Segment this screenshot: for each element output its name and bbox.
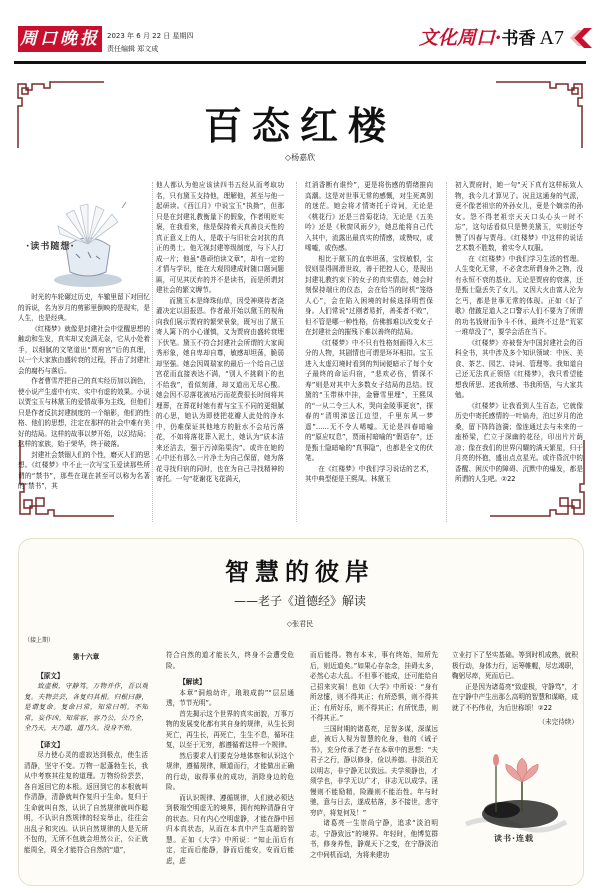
to-be-continued: （未完待续） bbox=[538, 718, 578, 726]
paragraph: 立业打下了坚实基础。等到时机成熟，就积极行动，身体力行，运筹帷幄，尽忠竭职，鞠躬尽瘁，死而后已。 bbox=[452, 651, 578, 680]
chapter-heading: 第十六章 bbox=[72, 653, 100, 661]
paragraph: 他人都认为他应该读四书五经从而考取功名，只有黛玉支持他，理解他，甚至与他一起研读。《西江月》中说宝玉“执拗”，但那只是在封建礼教衡量下的假象，作者明贬实褒，在我看来，他是保持着天真善良天性的真正意义上的人，是敢于与旧社会对抗的真正的勇士。他无视封建等级制度，与下人打成一片；他虽“愚顽怕读文章”，却有一定的才情与学识，能在大观园建成时随口题词题匾，可见其厌弃的并不是读书，而是所谓封建社会的繁文缛节。 bbox=[156, 181, 284, 294]
article-title: 百态红楼 bbox=[203, 103, 396, 148]
paragraph: 符合自然的道才能长久，终身不会遭受危险。 bbox=[166, 651, 294, 670]
chevron-left-icon bbox=[570, 26, 592, 50]
article-column-2 bbox=[156, 180, 284, 525]
masthead bbox=[0, 0, 600, 62]
paragraph: 《红楼梦》让我看到人生百态，它就像历史中寄托感情的一叶扁舟，泊过岁月的沧桑，留下阵阵涟漪；像连通过去与未来的一座桥梁，伫立于深幽的花径，印出片片荫凉；像在我们的世界闪耀的满天繁星，归于月亮的怀抱，盛出点点星光。或许昏沉中的香醒、困厌中的障碍、沉默中的爆发，都是所谓的人生吧。②22 bbox=[455, 401, 583, 483]
column-divider bbox=[446, 182, 447, 522]
article-column-3 bbox=[305, 180, 433, 525]
paragraph: 作者曹雪芹把自己的真实经历加以润色，使小说产生虚中有实、实中有虚的效果。小说以贾宝玉与林黛玉的爱情故事为主线，但他们只是作者反抗封建制度的一个缩影，他们的性格、他们的思想，注定在那样的社会中难有美好的结局。这样的故事以梦开始，以幻结局；这样的家族，始于荣华，终于破落。 bbox=[18, 377, 150, 448]
column-label: 读书·连载 bbox=[494, 834, 535, 843]
paragraph: 红消香断有谁怜”，更是将伤感的情绪推向高潮。这是对世事无常的感慨，对生死离别的迷茫。她会将才情寄托于诗词，无论是《桃花行》还是三首菊花诗，无论是《五美吟》还是《秋窗风雨夕》，她总能将自己代入其中，流露出最真实的情感，或赞叹，或唏嘘，或伤感。 bbox=[305, 181, 433, 252]
column-label: ·读书随想· bbox=[26, 242, 75, 252]
article-column-3 bbox=[310, 650, 438, 880]
original-text: 致虚极，守静笃。万物并作，吾以观复。夫物芸芸，各复归其根。归根曰静，是谓复命。复命曰常，知常曰明。不知常，妄作凶。知常容，容乃公，公乃全，全乃天，天乃道，道乃久。没身不殆。 bbox=[24, 682, 148, 732]
paragraph: 封建社会禁锢人们的个性，磨灭人们的思想。《红楼梦》中不止一次写宝玉爱读那些所谓的“禁书”，那些在现在甚至可以称为名著的“禁书”，其 bbox=[18, 450, 150, 490]
paragraph: 相比于黛玉的直率坦荡，宝钗敏恨，宝钗则显得圆滑世故，善于把控人心，是现出封建礼教约束下的女子的真实情态，她会时刻保持端庄的仪态，会在恰当的时机“笼络人心”，会在陷入困境的时候选择明哲保身。人们常说“过刚者易折，善柔者不败”，但不管是哪一种性格，仿佛都难以改变女子在封建社会的摧残下难以善终的结局。 bbox=[305, 254, 433, 336]
paragraph: 在《红楼梦》中我们学习说话的艺术，其中典型便是王熙凤。林黛玉 bbox=[305, 464, 433, 483]
article-column-2 bbox=[166, 650, 294, 880]
article-author: ◇张君民 bbox=[286, 620, 314, 628]
paragraph: 而黛玉本是绛珠仙草，因受神瑛侍者浇灌决定以泪报恩。作者最开始以黛玉的视角向我们展示贾府的繁荣景象，既写出了黛玉寄人篱下的小心谨慎，又为贾府由盛转衰埋下伏笔。黛玉不符合封建社会所谓的大家闺秀形象，她自卑却自尊，敏感却坦荡，脆弱却坚强。她会因周瑞家的最后一个给自己送宫花而直接表达不满，“别人不挑剩下的也不给我”，看似刻薄，却又道出无尽心酸。她会因不忍落花被玷污而花费很长时间将其埋葬，在葬花时她有着与宝玉不同的更细腻的心思，她认为即使把花瓣人此处的净水中，仍难保证其他地方的脏水不会玷污落花，不如将落花葬入泥土，她认为“质本洁来还洁去，强于污淖陷渠沟”。或许在她的心中还有那么一片净土为自己保留，她为落花寻找归宿的同时，也在为自己寻找精神的寄托。一句“花谢花飞花满天， bbox=[156, 296, 284, 483]
paragraph: 在《红楼梦》中我们学习生活的哲理。人生变化无常，不必贪恋所谓身外之物，没有永恒不衰的基业。无论是贾府的衰落，还是甄士隐丢失了女儿，又因大火由富人沦为乞丐，都是世事无常的体现。正如《好了歌》借跛足道人之口警示人们不要为了所谓的功名钱财而争斗不休，最终不过是“荒冢一堆草没了”，要学会活在当下。 bbox=[455, 254, 583, 336]
page-number: A7 bbox=[539, 27, 564, 49]
article-title: 智慧的彼岸 bbox=[225, 557, 375, 586]
column-divider bbox=[296, 182, 297, 522]
paragraph: 诸葛亮一生崇尚宁静，追求“淡泊明志，宁静致远”的境界。年轻时，他博览群书，修身养性，静观天下之变，在宁静淡泊之中伺机而动，为将来建功 bbox=[310, 819, 438, 859]
article-column-4 bbox=[455, 180, 583, 525]
translation-text: 尽力使心灵的虚寂达到极点，使生活清静，坚守不变。万物一起蓬勃生长，我从中考察其往复的道理。万物纷纷芸芸，各自返回它的本根。返回到它的本根就叫作清静，清静就叫作复归于生命。复归于生命就叫自然，认识了自然规律就叫作聪明，不认识自然规律的轻妄举止，往往会出乱子和灾凶。认识自然规律的人是无所不包的，无所不包就会坦然公正，公正就能周全，周全才能符合自然的“道”， bbox=[24, 751, 148, 854]
lotus-ink-illustration bbox=[462, 752, 572, 844]
article-column-1 bbox=[24, 648, 148, 878]
paragraph: 而后能得。物有本末，事有终始，知所先后，则近道矣。”如果心存杂念，挂碍太多，必然心志大乱。不但事不能成，还可能给自己招来灾祸！也如《大学》中所说：“身有所忿懥，则不得其正；有所恐惧，则不得其正；有所好乐，则不得其正；有所忧患，则不得其正。” bbox=[310, 651, 438, 722]
paragraph: 《红楼梦》亦被誉为中国封建社会的百科全书，其中涉及多个知识领域：中医、美食、茶艺、园艺、诗词、管理等。我知道自己还无法真正领悟《红楼梦》，我只希望能想我所思、述我所感、书我所悟，与大家共勉。 bbox=[455, 338, 583, 399]
section-name: 文化周口· bbox=[418, 27, 502, 49]
article-column-4 bbox=[452, 650, 578, 730]
article-subtitle: ——老子《道德经》解读 bbox=[233, 594, 366, 608]
issue-meta bbox=[107, 30, 194, 56]
section-label: 【原文】 bbox=[37, 671, 64, 680]
article-column-1 bbox=[18, 292, 150, 532]
section-label: 【解读】 bbox=[179, 678, 206, 686]
paragraph: 然后要求人们要克分地体察和认识这个规律，遵循规律，顺道而行，才能做出正确的行动，取得事业的成功，消除身边的危险。 bbox=[166, 751, 294, 791]
paragraph: 本章“洞烛幼许，琅琅成韵”“层层通透，节节光明”。 bbox=[166, 688, 294, 707]
editor-credit: 责任编辑 郑文成 bbox=[107, 45, 159, 53]
paragraph: 《红楼梦》中不只有性格刻画得入木三分的人物，其剧情也可谓是环环相扣。宝玉进入太虚幻境时看到的判词便暗示了每个女子最终的命运归宿，“悲欢必伤，情深不寿”则是对其中大多数女子结局的总结。钗黛的“玉带林中挂，金簪雪里埋”，王熙凤的“一从二令三人木，哭向金陵事更哀”，探春的“清明涕送江边望，千里东风一梦遥”……无不令人唏嘘。无论是四春暗喻的“原应叹息”，贾雨村暗喻的“假语存”，还是甄士隐暗喻的“真事隐”，也都是全文的伏笔。 bbox=[305, 338, 433, 462]
newspaper-logo: 周口晚报 bbox=[18, 26, 102, 52]
article-author: ◇杨嘉欣 bbox=[284, 153, 316, 162]
continued-note: （接上期） bbox=[24, 637, 55, 644]
section-heading bbox=[419, 24, 564, 52]
column-divider bbox=[152, 182, 153, 522]
paragraph: 时光的车轮碾过历史，车辙里留下对回忆的诉说，名为岁月的剪影里倒映的是现实，是人生，也是经典。 bbox=[18, 293, 150, 322]
paragraph: 《红楼梦》就像是封建社会中觉醒思想的触动和生发，真实却又充满无奈，它从小处着手，以细腻的文笔道出“贾府宫”后的真理，以一个大家族由盛转衰的过程，抨击了封建社会的腐朽与落后。 bbox=[18, 324, 150, 375]
section-subname: 书香 bbox=[501, 29, 536, 49]
paragraph: 而认识规律、遵循规律，人们就必须达到极端空明虚无的境界，拥有纯粹清静自守的状态。只有内心空明虚静，才能在静中回归本真状态，从而在本真中产生高超的智慧。正如《大学》中所说：“知止而后有定，定而后能静，静而后能安，安而后能虑，虑 bbox=[166, 793, 294, 865]
issue-date: 2023 年 6 月 22 日 星期四 bbox=[107, 32, 194, 40]
paragraph: 初入贾府时，她一句“天下真有这样标致人物，我今儿才算见了。况且这通身的气派，竟不像老祖宗的外孙女儿，竟是个嫡亲的孙女。怨不得老祖宗天天口头心头一时不忘”，这句话看似只是赞美黛玉，实则还夸赞了四春与贾母。《红楼梦》中这样的说话艺术数不胜数，着实令人叹服。 bbox=[455, 181, 583, 252]
section-label: 【译文】 bbox=[37, 740, 64, 749]
paragraph: 正是因为诸葛亮“致虚极，守静笃”，才在宁静中产生出那么高明的智慧和谋略，成就了不朽伟业，为后世称颂！②22 bbox=[452, 682, 578, 712]
paragraph: 首先揭示这个世界的真实面貌，万事万物的发展变化都有其自身的规律，从生长到死亡，再生长，再死亡，生生不息，循环往复，以至于无穷，都遵循着这样一个规律。 bbox=[166, 709, 294, 749]
paragraph: 三国时期的诸葛亮，足智多谋，深谋远虑，被后人视为智慧的化身，他的《诫子书》，充分传承了老子在本章中的思想：“夫君子之行，静以修身，俭以养德。非淡泊无以明志，非宁静无以致远。夫学须静也，才须学也，非学无以广才，非志无以成学。淫慢则不能励精，险躁则不能治性。年与时驰，意与日去，遂成枯落，多不接世，悲守穷庐，将复何及！” bbox=[310, 724, 438, 817]
masthead-rule bbox=[14, 61, 586, 64]
